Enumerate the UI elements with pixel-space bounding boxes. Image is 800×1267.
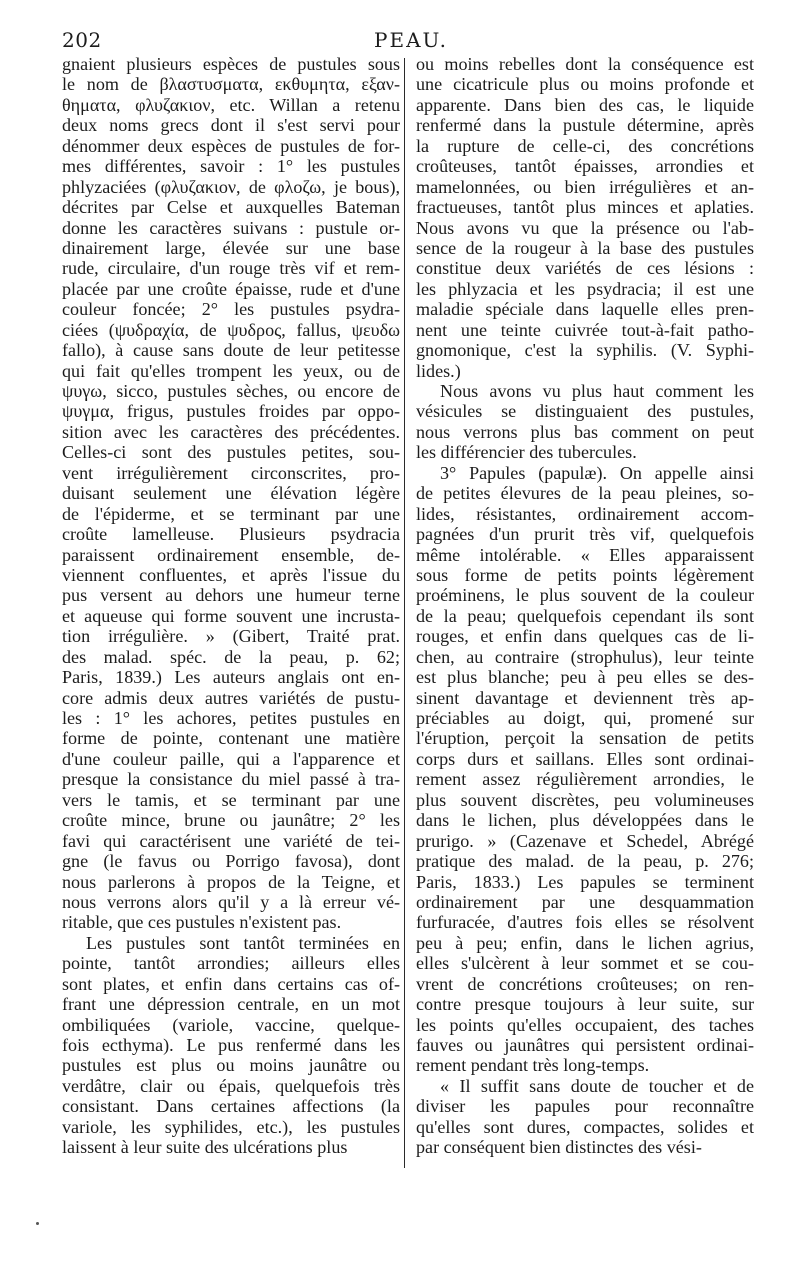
text-line: 3° Papules (papulæ). On appelle ainsi [440, 462, 754, 483]
text-line: θηματα, φλυζακιον, etc. Willan a retenu [62, 94, 400, 115]
text-line: pustules est plus ou moins jaunâtre ou [62, 1055, 400, 1076]
text-line: Nous avons vu que la présence ou l'ab- [416, 217, 754, 238]
text-line: laissent à leur suite des ulcérations plus [62, 1137, 348, 1158]
text-line: nous verrons plus bas comment on peut [416, 421, 754, 442]
text-line: dinairement large, élevée sur une base [62, 237, 400, 258]
text-line: vésicules se distinguaient des pustules, [416, 401, 754, 422]
text-line: pagnées d'un prurit très vif, quelquefois [416, 524, 754, 545]
text-line: sinent davantage et deviennent très ap- [416, 687, 754, 708]
text-line: ombiliquées (variole, vaccine, quelque- [62, 1014, 400, 1035]
text-line: mamelonnées, ou bien irrégulières et an- [416, 176, 754, 197]
text-line: sous forme de petits points légèrement [416, 564, 754, 585]
text-line: pointe, tantôt arrondies; ailleurs elles [62, 953, 400, 974]
text-line: Paris, 1839.) Les auteurs anglais ont en- [62, 667, 400, 688]
text-line: sont plates, et enfin dans certains cas of- [62, 973, 400, 994]
text-line: nous parlerons à propos de la Teigne, et [62, 871, 400, 892]
text-line: qu'elles sont dures, compactes, solides et [416, 1116, 754, 1137]
text-line: de l'épiderme, et se terminant par une [62, 503, 400, 524]
text-line: plus souvent discrètes, peu volumineuses [416, 789, 754, 810]
text-line: rude, circulaire, d'un rouge très vif et rem- [62, 258, 400, 279]
text-line: et aqueuse qui forme souvent une incrusta- [62, 605, 400, 626]
text-line: Les pustules sont tantôt terminées en [86, 932, 400, 953]
text-line: corps durs et saillans. Elles sont ordinai- [416, 748, 754, 769]
text-line: gne (le favus ou Porrigo favosa), dont [62, 851, 400, 872]
text-line: prurigo. » (Cazenave et Schedel, Abrégé [416, 830, 754, 851]
text-line: sence de la rougeur à la base des pustules [416, 237, 754, 258]
text-line: nent une teinte cuivrée tout-à-fait patho- [416, 319, 754, 340]
text-line: paraissent ordinairement ensemble, de- [62, 544, 400, 565]
text-line: furfuracée, d'autres fois elles se résolvent [416, 912, 754, 933]
text-line: gnomonique, c'est la syphilis. (V. Syphi- [416, 340, 754, 361]
text-line: ψυγω, sicco, pustules sèches, ou encore de [62, 381, 400, 401]
text-line: maladie spéciale dans laquelle elles pren- [416, 299, 754, 320]
text-line: peu à peu; enfin, dans le lichen agrius, [416, 932, 754, 953]
text-line: frant une dépression centrale, en un mot [62, 994, 400, 1015]
text-line: fallo), à cause sans doute de leur petitesse [62, 340, 400, 361]
text-line: les différencier des tubercules. [416, 442, 637, 463]
text-line: de petites élevures de la peau pleines, so- [416, 483, 754, 504]
text-line: Celles-ci sont des pustules petites, sou- [62, 442, 400, 463]
text-line: rement pendant très long-temps. [416, 1055, 650, 1076]
text-line: croûte lamelleuse. Plusieurs psydracia [62, 524, 400, 545]
text-line: forme de pointe, contenant une matière [62, 728, 400, 749]
text-line: le nom de βλαστυσματα, εκθυμητα, εξαν- [62, 74, 400, 95]
text-line: placée par une croûte épaisse, rude et d'une [62, 278, 400, 299]
text-line: presque la consistance du miel passé à tra- [62, 769, 400, 790]
left-column [62, 54, 400, 1158]
text-line: la rupture de celle-ci, des concrétions [416, 135, 754, 156]
text-line: les points qu'elles occupaient, des taches [416, 1014, 754, 1035]
text-line: duisant seulement une élévation légère [62, 483, 400, 504]
running-title: PEAU. [374, 28, 448, 52]
text-line: elles s'ulcèrent à leur sommet et se cou- [416, 953, 754, 974]
text-line: l'éruption, perçoit la sensation de petits [416, 728, 754, 749]
text-line: contre presque toujours à leur suite, sur [416, 994, 754, 1015]
text-line: consistant. Dans certaines affections (la [62, 1096, 400, 1117]
text-line: apparente. Dans bien des cas, le liquide [416, 94, 754, 115]
text-line: préciables au doigt, qui, promené sur [416, 708, 754, 728]
text-line: dans le lichen, plus développées dans le [416, 810, 754, 831]
text-line: rouges, et enfin dans quelques cas de li- [416, 626, 754, 647]
text-line: donne les caractères suivans : pustule or- [62, 217, 400, 238]
text-line: même intolérable. « Elles apparaissent [416, 544, 754, 565]
text-line: ciées (ψυδραχία, de ψυδρος, fallus, ψευδω [62, 319, 400, 340]
text-line: lides, résistantes, ordinairement accom- [416, 503, 754, 524]
text-line: croûteuses, tantôt épaisses, arrondies et [416, 156, 754, 177]
text-line: ordinairement par une desquammation [416, 891, 754, 912]
text-line: couleur foncée; 2° les pustules psydra- [62, 299, 400, 320]
text-line: ou moins rebelles dont la conséquence est [416, 54, 754, 74]
text-line: phlyzaciées (φλυζακιον, de φλοζω, je bous), [62, 176, 400, 197]
text-line: d'une couleur paille, qui a l'apparence et [62, 748, 400, 769]
text-line: vrent de concrétions croûteuses; on ren- [416, 973, 754, 994]
text-line: verdâtre, clair ou épais, quelquefois très [62, 1075, 400, 1096]
text-line: gnaient plusieurs espèces de pustules sous [62, 54, 400, 74]
text-line: les : 1° les achores, petites pustules en [62, 708, 400, 728]
text-line: fois ecthyma). Le pus renfermé dans les [62, 1035, 400, 1055]
text-line: croûte mince, brune ou jaunâtre; 2° les [62, 810, 400, 831]
text-line: vent irrégulièrement circonscrites, pro- [62, 462, 400, 483]
text-line: qui fait qu'elles trompent les yeux, ou de [62, 360, 400, 381]
text-line: vers le tamis, et se terminant par une [62, 789, 400, 810]
text-line: rement assez régulièrement arrondies, le [416, 769, 754, 790]
text-line: fauves ou jaunâtres qui persistent ordinai- [416, 1035, 754, 1055]
text-line: des malad. spéc. de la peau, p. 62; [62, 646, 400, 667]
text-line: proéminens, le plus souvent de la couleur [416, 585, 754, 606]
text-line: les phlyzacia et les psydracia; il est une [416, 278, 754, 299]
page-header [62, 28, 760, 54]
text-line: nous verrons alors qu'il y a là erreur vé- [62, 891, 400, 912]
text-line: mes différentes, savoir : 1° les pustules [62, 156, 400, 177]
text-line: est plus blanche; peu à peu elles se des- [416, 667, 754, 688]
text-line: lides.) [416, 360, 461, 381]
text-line: chen, au contraire (strophulus), leur teinte [416, 646, 754, 667]
text-line: fractueuses, tantôt plus minces et aplaties. [416, 197, 754, 218]
text-line: dénommer deux espèces de pustules de for- [62, 135, 400, 156]
column-rule [404, 58, 405, 1168]
text-line: diviser les papules pour reconnaître [416, 1096, 754, 1117]
text-line: renfermé dans la pustule détermine, après [416, 115, 754, 136]
text-line: constitue deux variétés de ces lésions : [416, 258, 754, 279]
text-line: core admis deux autres variétés de pustu- [62, 687, 400, 708]
text-line: Paris, 1833.) Les papules se terminent [416, 871, 754, 892]
page-number: 202 [62, 28, 102, 52]
text-line: favi qui caractérisent une variété de tei- [62, 830, 400, 851]
text-line: tion irrégulière. » (Gibert, Traité prat. [62, 626, 400, 647]
text-line: par conséquent bien distinctes des vési- [416, 1137, 702, 1158]
text-line: deux noms grecs dont il s'est servi pour [62, 115, 400, 136]
text-line: viennent confluentes, et après l'issue du [62, 564, 400, 585]
text-line: variole, les syphilides, etc.), les pustules [62, 1116, 400, 1137]
text-line: de la peau; quelquefois cependant ils sont [416, 605, 754, 626]
text-line: une cicatricule plus ou moins profonde et [416, 74, 754, 95]
text-line: ψυγμα, frigus, pustules froides par oppo- [62, 401, 400, 422]
text-line: Nous avons vu plus haut comment les [440, 381, 754, 401]
text-line: « Il suffit sans doute de toucher et de [440, 1075, 754, 1096]
text-line: décrites par Celse et auxquelles Bateman [62, 197, 400, 218]
text-line: sition avec les caractères des précédentes. [62, 421, 400, 442]
text-line: pratique des malad. de la peau, p. 276; [416, 851, 754, 872]
text-line: pus versent au dehors une humeur terne [62, 585, 400, 606]
right-column [416, 54, 754, 1158]
ink-speck [36, 1222, 39, 1225]
text-line: ritable, que ces pustules n'existent pas. [62, 912, 342, 933]
